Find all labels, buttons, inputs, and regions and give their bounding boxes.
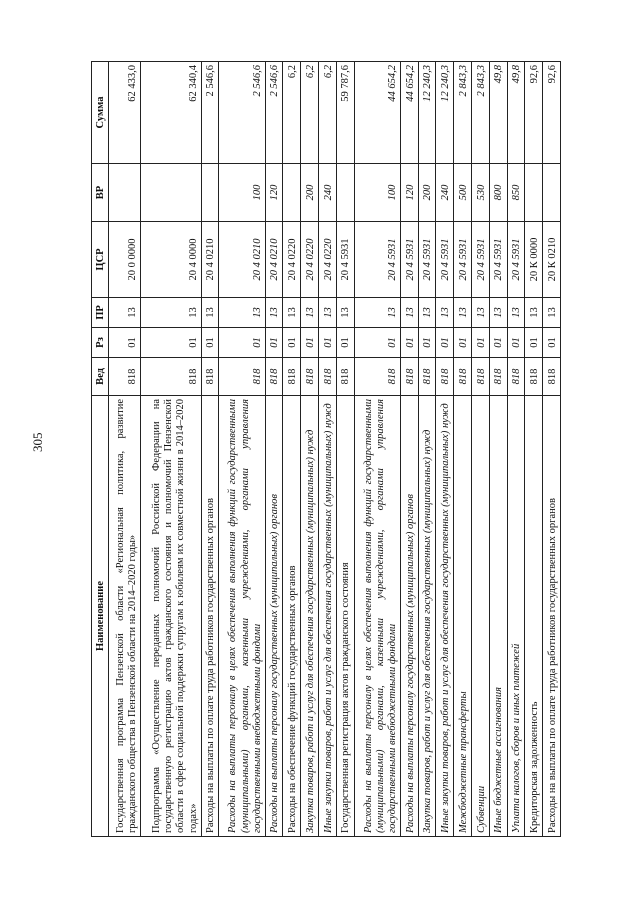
- row-ved-cell: 818: [265, 358, 283, 396]
- row-sum-cell: 6,2: [283, 62, 301, 164]
- row-name-cell: Межбюджетные трансферты: [454, 396, 472, 837]
- row-ved-cell: 818: [301, 358, 319, 396]
- row-sum-cell: 12 240,3: [436, 62, 454, 164]
- row-rz-cell: 01: [354, 328, 400, 358]
- row-csr-cell: 20 4 0000: [141, 222, 202, 298]
- row-sum-cell: 6,2: [301, 62, 319, 164]
- row-name-cell: Кредиторская задолженность: [525, 396, 543, 837]
- row-rz-cell: 01: [301, 328, 319, 358]
- row-csr-cell: 20 4 5931: [489, 222, 507, 298]
- row-pr-cell: 13: [471, 298, 489, 328]
- row-vr-cell: 120: [400, 164, 418, 222]
- row-sum-cell: 44 654,2: [354, 62, 400, 164]
- table-row: [543, 62, 561, 837]
- row-name-cell: Иные закупки товаров, работ и услуг для обеспечения государственных (муниципальных) нужд: [436, 396, 454, 837]
- row-ved-cell: 818: [336, 358, 354, 396]
- row-name-cell: Подпрограмма «Осуществление переданных полномочий Российской Федерации на государственную регистрацию актов гражданского состояния и полномочий Пензенской области в сфере социальной поддержки супругам к юбилеям их совместной жизни в 2014–2020 годах»: [141, 396, 202, 837]
- row-ved-cell: 818: [454, 358, 472, 396]
- header-name: Наименование: [92, 396, 109, 837]
- row-csr-cell: 20 4 5931: [507, 222, 525, 298]
- table-row: [283, 62, 301, 837]
- row-ved-cell: 818: [201, 358, 219, 396]
- row-csr-cell: 20 0 0000: [109, 222, 141, 298]
- row-vr-cell: 500: [454, 164, 472, 222]
- row-pr-cell: 13: [141, 298, 202, 328]
- rotated-table-container: [91, 62, 561, 837]
- row-pr-cell: 13: [318, 298, 336, 328]
- header-vr: ВР: [92, 164, 109, 222]
- row-rz-cell: 01: [283, 328, 301, 358]
- table-row: [141, 62, 202, 837]
- row-name-cell: Расходы на выплаты персоналу государственных (муниципальных) органов: [265, 396, 283, 837]
- row-csr-cell: 20 4 5931: [471, 222, 489, 298]
- row-vr-cell: 800: [489, 164, 507, 222]
- row-pr-cell: 13: [283, 298, 301, 328]
- row-pr-cell: 13: [436, 298, 454, 328]
- row-name-cell: Государственная регистрация актов гражданского состояния: [336, 396, 354, 837]
- row-vr-cell: 850: [507, 164, 525, 222]
- row-rz-cell: 01: [436, 328, 454, 358]
- row-csr-cell: 20 4 5931: [418, 222, 436, 298]
- row-csr-cell: 20 4 0210: [201, 222, 219, 298]
- row-csr-cell: 20 4 5931: [436, 222, 454, 298]
- table-row: [471, 62, 489, 837]
- row-rz-cell: 01: [507, 328, 525, 358]
- row-ved-cell: 818: [109, 358, 141, 396]
- row-rz-cell: 01: [219, 328, 265, 358]
- row-name-cell: Расходы на выплаты персоналу в целях обеспечения выполнения функций государственными (муниципальными) органами, казенными учреждениями, органами управления государственными внебюджетными фондами: [219, 396, 265, 837]
- table-row: [201, 62, 219, 837]
- row-ved-cell: 818: [400, 358, 418, 396]
- row-sum-cell: 2 843,3: [454, 62, 472, 164]
- row-rz-cell: 01: [489, 328, 507, 358]
- row-sum-cell: 2 546,6: [219, 62, 265, 164]
- row-csr-cell: 20 4 0220: [301, 222, 319, 298]
- row-sum-cell: 62 340,4: [141, 62, 202, 164]
- row-sum-cell: 6,2: [318, 62, 336, 164]
- row-csr-cell: 20 4 5931: [354, 222, 400, 298]
- row-pr-cell: 13: [109, 298, 141, 328]
- row-rz-cell: 01: [109, 328, 141, 358]
- table-row: [354, 62, 400, 837]
- row-name-cell: Государственная программа Пензенской области «Региональная политика, развитие гражданского общества в Пензенской области на 2014–2020 годы»: [109, 396, 141, 837]
- row-pr-cell: 13: [489, 298, 507, 328]
- row-ved-cell: 818: [489, 358, 507, 396]
- row-ved-cell: 818: [507, 358, 525, 396]
- budget-table: [91, 61, 561, 837]
- header-ved: Вед: [92, 358, 109, 396]
- table-row: [454, 62, 472, 837]
- table-row: [525, 62, 543, 837]
- row-ved-cell: 818: [436, 358, 454, 396]
- row-ved-cell: 818: [418, 358, 436, 396]
- row-vr-cell: 530: [471, 164, 489, 222]
- row-ved-cell: 818: [318, 358, 336, 396]
- row-sum-cell: 49,8: [489, 62, 507, 164]
- table-row: [219, 62, 265, 837]
- row-sum-cell: 92,6: [543, 62, 561, 164]
- row-sum-cell: 12 240,3: [418, 62, 436, 164]
- row-vr-cell: [336, 164, 354, 222]
- row-name-cell: Уплата налогов, сборов и иных платежей: [507, 396, 525, 837]
- row-pr-cell: 13: [201, 298, 219, 328]
- row-sum-cell: 44 654,2: [400, 62, 418, 164]
- table-row: [489, 62, 507, 837]
- row-name-cell: Иные бюджетные ассигнования: [489, 396, 507, 837]
- row-rz-cell: 01: [471, 328, 489, 358]
- row-pr-cell: 13: [543, 298, 561, 328]
- row-rz-cell: 01: [525, 328, 543, 358]
- row-rz-cell: 01: [318, 328, 336, 358]
- row-pr-cell: 13: [507, 298, 525, 328]
- row-pr-cell: 13: [265, 298, 283, 328]
- row-vr-cell: [141, 164, 202, 222]
- row-csr-cell: 20 4 0220: [283, 222, 301, 298]
- row-rz-cell: 01: [141, 328, 202, 358]
- table-row: [436, 62, 454, 837]
- row-vr-cell: 240: [436, 164, 454, 222]
- header-rz: Рз: [92, 328, 109, 358]
- row-name-cell: Расходы на выплаты по оплате труда работников государственных органов: [543, 396, 561, 837]
- table-row: [301, 62, 319, 837]
- row-ved-cell: 818: [354, 358, 400, 396]
- row-vr-cell: [109, 164, 141, 222]
- row-pr-cell: 13: [525, 298, 543, 328]
- row-ved-cell: 818: [525, 358, 543, 396]
- header-sum: Сумма: [92, 62, 109, 164]
- row-csr-cell: 20 4 5931: [336, 222, 354, 298]
- row-rz-cell: 01: [336, 328, 354, 358]
- row-ved-cell: 818: [141, 358, 202, 396]
- row-name-cell: Закупка товаров, работ и услуг для обеспечения государственных (муниципальных) нужд: [301, 396, 319, 837]
- row-ved-cell: 818: [471, 358, 489, 396]
- row-csr-cell: 20 4 5931: [454, 222, 472, 298]
- row-sum-cell: 2 546,6: [201, 62, 219, 164]
- row-vr-cell: 100: [219, 164, 265, 222]
- row-sum-cell: 92,6: [525, 62, 543, 164]
- table-row: [507, 62, 525, 837]
- row-pr-cell: 13: [219, 298, 265, 328]
- row-pr-cell: 13: [454, 298, 472, 328]
- row-pr-cell: 13: [418, 298, 436, 328]
- row-vr-cell: 100: [354, 164, 400, 222]
- row-rz-cell: 01: [543, 328, 561, 358]
- row-csr-cell: 20 К 0210: [543, 222, 561, 298]
- table-row: [418, 62, 436, 837]
- row-name-cell: Иные закупки товаров, работ и услуг для обеспечения государственных (муниципальных) нужд: [318, 396, 336, 837]
- header-pr: ПР: [92, 298, 109, 328]
- row-vr-cell: 240: [318, 164, 336, 222]
- row-vr-cell: [283, 164, 301, 222]
- row-pr-cell: 13: [336, 298, 354, 328]
- row-sum-cell: 62 433,0: [109, 62, 141, 164]
- row-pr-cell: 13: [301, 298, 319, 328]
- row-csr-cell: 20 4 0210: [219, 222, 265, 298]
- row-sum-cell: 2 843,3: [471, 62, 489, 164]
- row-pr-cell: 13: [354, 298, 400, 328]
- row-vr-cell: 200: [301, 164, 319, 222]
- table-row: [336, 62, 354, 837]
- row-vr-cell: 200: [418, 164, 436, 222]
- table-row: [109, 62, 141, 837]
- row-ved-cell: 818: [543, 358, 561, 396]
- row-rz-cell: 01: [201, 328, 219, 358]
- row-name-cell: Субвенции: [471, 396, 489, 837]
- row-sum-cell: 49,8: [507, 62, 525, 164]
- table-row: [265, 62, 283, 837]
- row-name-cell: Расходы на обеспечение функций государственных органов: [283, 396, 301, 837]
- row-sum-cell: 59 787,6: [336, 62, 354, 164]
- page-number: 305: [30, 432, 45, 452]
- row-name-cell: Расходы на выплаты персоналу государственных (муниципальных) органов: [400, 396, 418, 837]
- table-row: [400, 62, 418, 837]
- row-csr-cell: 20 4 0220: [318, 222, 336, 298]
- row-vr-cell: [543, 164, 561, 222]
- row-vr-cell: 120: [265, 164, 283, 222]
- row-vr-cell: [201, 164, 219, 222]
- row-vr-cell: [525, 164, 543, 222]
- row-pr-cell: 13: [400, 298, 418, 328]
- header-csr: ЦСР: [92, 222, 109, 298]
- row-sum-cell: 2 546,6: [265, 62, 283, 164]
- row-csr-cell: 20 4 0210: [265, 222, 283, 298]
- table-header-row: [92, 62, 109, 837]
- row-rz-cell: 01: [265, 328, 283, 358]
- row-rz-cell: 01: [454, 328, 472, 358]
- table-row: [318, 62, 336, 837]
- row-ved-cell: 818: [219, 358, 265, 396]
- row-rz-cell: 01: [418, 328, 436, 358]
- row-ved-cell: 818: [283, 358, 301, 396]
- row-csr-cell: 20 К 0000: [525, 222, 543, 298]
- row-csr-cell: 20 4 5931: [400, 222, 418, 298]
- row-rz-cell: 01: [400, 328, 418, 358]
- row-name-cell: Расходы на выплаты по оплате труда работников государственных органов: [201, 396, 219, 837]
- row-name-cell: Расходы на выплаты персоналу в целях обеспечения выполнения функций государственными (муниципальными) органами, казенными учреждениями, органами управления государственными внебюджетными фондами: [354, 396, 400, 837]
- row-name-cell: Закупка товаров, работ и услуг для обеспечения государственных (муниципальных) нужд: [418, 396, 436, 837]
